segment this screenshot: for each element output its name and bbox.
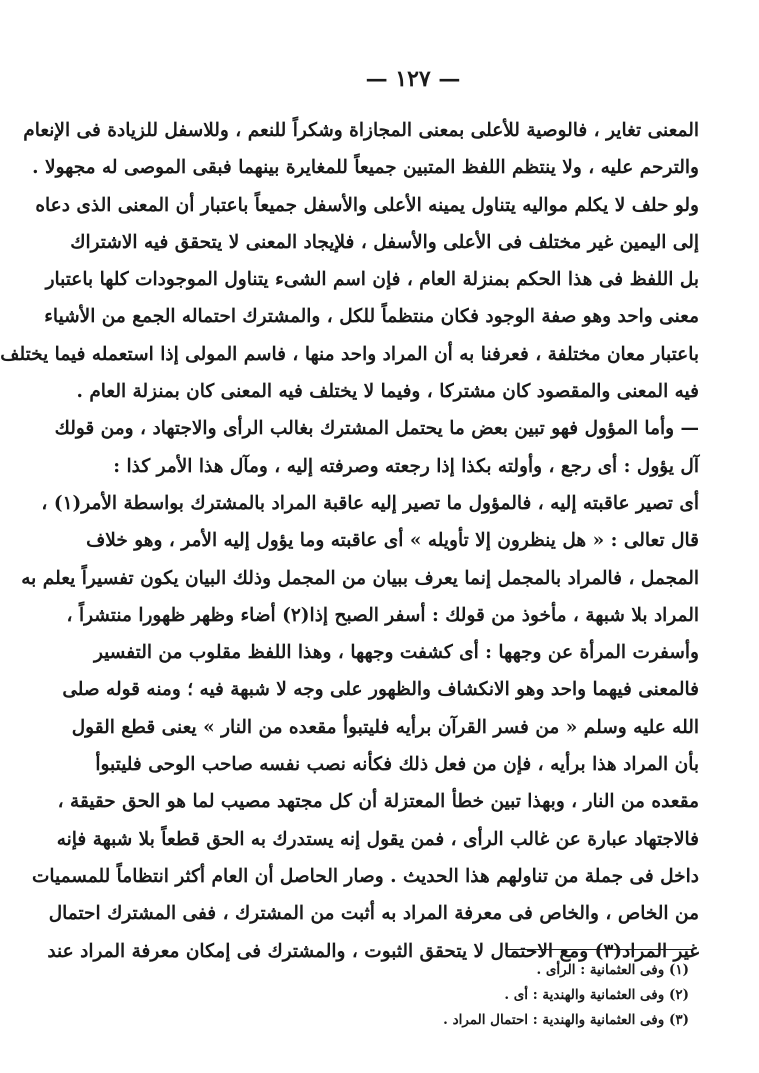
text-line: ولو حلف لا يكلم مواليه يتناول يمينه الأعلى والأسفل جميعاً باعتبار أن المعنى الذى دعاه xyxy=(35,194,699,216)
text-line: فالمعنى فيهما واحد وهو الانكشاف والظهور على وجه لا شبهة فيه ؛ ومنه قوله صلى xyxy=(62,679,699,701)
text-line: معنى واحد وهو صفة الوجود فكان منتظماً للكل ، والمشترك احتماله الجمع من الأشياء xyxy=(44,306,699,328)
footnote-separator xyxy=(505,949,693,950)
page-number: — ١٢٧ — xyxy=(365,66,461,92)
text-line: المراد بلا شبهة ، مأخوذ من قولك : أسفر الصبح إذا(٢) أضاء وظهر ظهورا منتشراً ، xyxy=(66,604,699,626)
text-line: والترحم عليه ، ولا ينتظم اللفظ المتبين جميعاً للمغايرة بينهما فبقى الموصى له مجهولا . xyxy=(32,157,699,179)
footnotes-block xyxy=(169,958,689,1033)
text-line: مقعده من النار ، وبهذا تبين خطأ المعتزلة أن كل مجتهد مصيب لما هو الحق حقيقة ، xyxy=(57,791,699,813)
footnote-3: (٣) وفى العثمانية والهندية : احتمال المراد . xyxy=(443,1012,689,1028)
text-line: باعتبار معان مختلفة ، فعرفنا به أن المراد واحد منها ، فاسم المولى إذا استعمله فيما يختلف xyxy=(0,343,699,365)
text-line: الله عليه وسلم « من فسر القرآن برأيه فليتبوأ مقعده من النار » يعنى قطع القول xyxy=(71,716,699,738)
text-line: — وأما المؤول فهو تبين بعض ما يحتمل المشترك بغالب الرأى والاجتهاد ، ومن قولك xyxy=(54,418,699,440)
text-line: غير المراد(٣) ومع الاحتمال لا يتحقق الثبوت ، والمشترك فى إمكان معرفة المراد عند xyxy=(47,940,699,962)
text-line: بل اللفظ فى هذا الحكم بمنزلة العام ، فإن اسم الشىء يتناول الموجودات كلها باعتبار xyxy=(45,269,699,291)
text-line: المجمل ، فالمراد بالمجمل إنما يعرف ببيان من المجمل وذلك البيان يكون تفسيراً يعلم به xyxy=(21,567,699,589)
text-line: قال تعالى : « هل ينظرون إلا تأويله » أى عاقبته وما يؤول إليه الأمر ، وهو خلاف xyxy=(86,530,699,552)
text-line: داخل فى جملة من تناولهم هذا الحديث . وصار الحاصل أن العام أكثر انتظاماً للمسميات xyxy=(31,865,699,887)
text-line: من الخاص ، والخاص فى معرفة المراد به أثبت من المشترك ، ففى المشترك احتمال xyxy=(48,903,699,925)
footnote-1: (١) وفى العثمانية : الرأى . xyxy=(536,962,689,978)
text-line: وأسفرت المرأة عن وجهها : أى كشفت وجهها ، وهذا اللفظ مقلوب من التفسير xyxy=(93,642,699,664)
text-line: المعنى تغاير ، فالوصية للأعلى بمعنى المجازاة وشكراً للنعم ، وللاسفل للزيادة فى الإنعام xyxy=(23,120,699,141)
text-line: إلى اليمين غير مختلف فى الأعلى والأسفل ، فلإيجاد المعنى لا يتحقق فيه الاشتراك xyxy=(70,231,699,253)
text-line: فالاجتهاد عبارة عن غالب الرأى ، فمن يقول إنه يستدرك به الحق قطعاً بلا شبهة فإنه xyxy=(56,828,699,850)
text-line: أى تصير عاقبته إليه ، فالمؤول ما تصير إليه عاقبة المراد بالمشترك بواسطة الأمر(١) ، xyxy=(41,492,699,514)
text-line: بأن المراد هذا برأيه ، فإن من فعل ذلك فكأنه نصب نفسه صاحب الوحى فليتبوأ xyxy=(95,754,699,776)
main-text-block xyxy=(0,112,699,970)
footnote-2: (٢) وفى العثمانية والهندية : أى . xyxy=(504,987,689,1003)
text-line: آل يؤول : أى رجع ، وأولته بكذا إذا رجعته وصرفته إليه ، ومآل هذا الأمر كذا : xyxy=(113,455,699,477)
text-line: فيه المعنى والمقصود كان مشتركا ، وفيما لا يختلف فيه المعنى كان بمنزلة العام . xyxy=(76,381,699,403)
